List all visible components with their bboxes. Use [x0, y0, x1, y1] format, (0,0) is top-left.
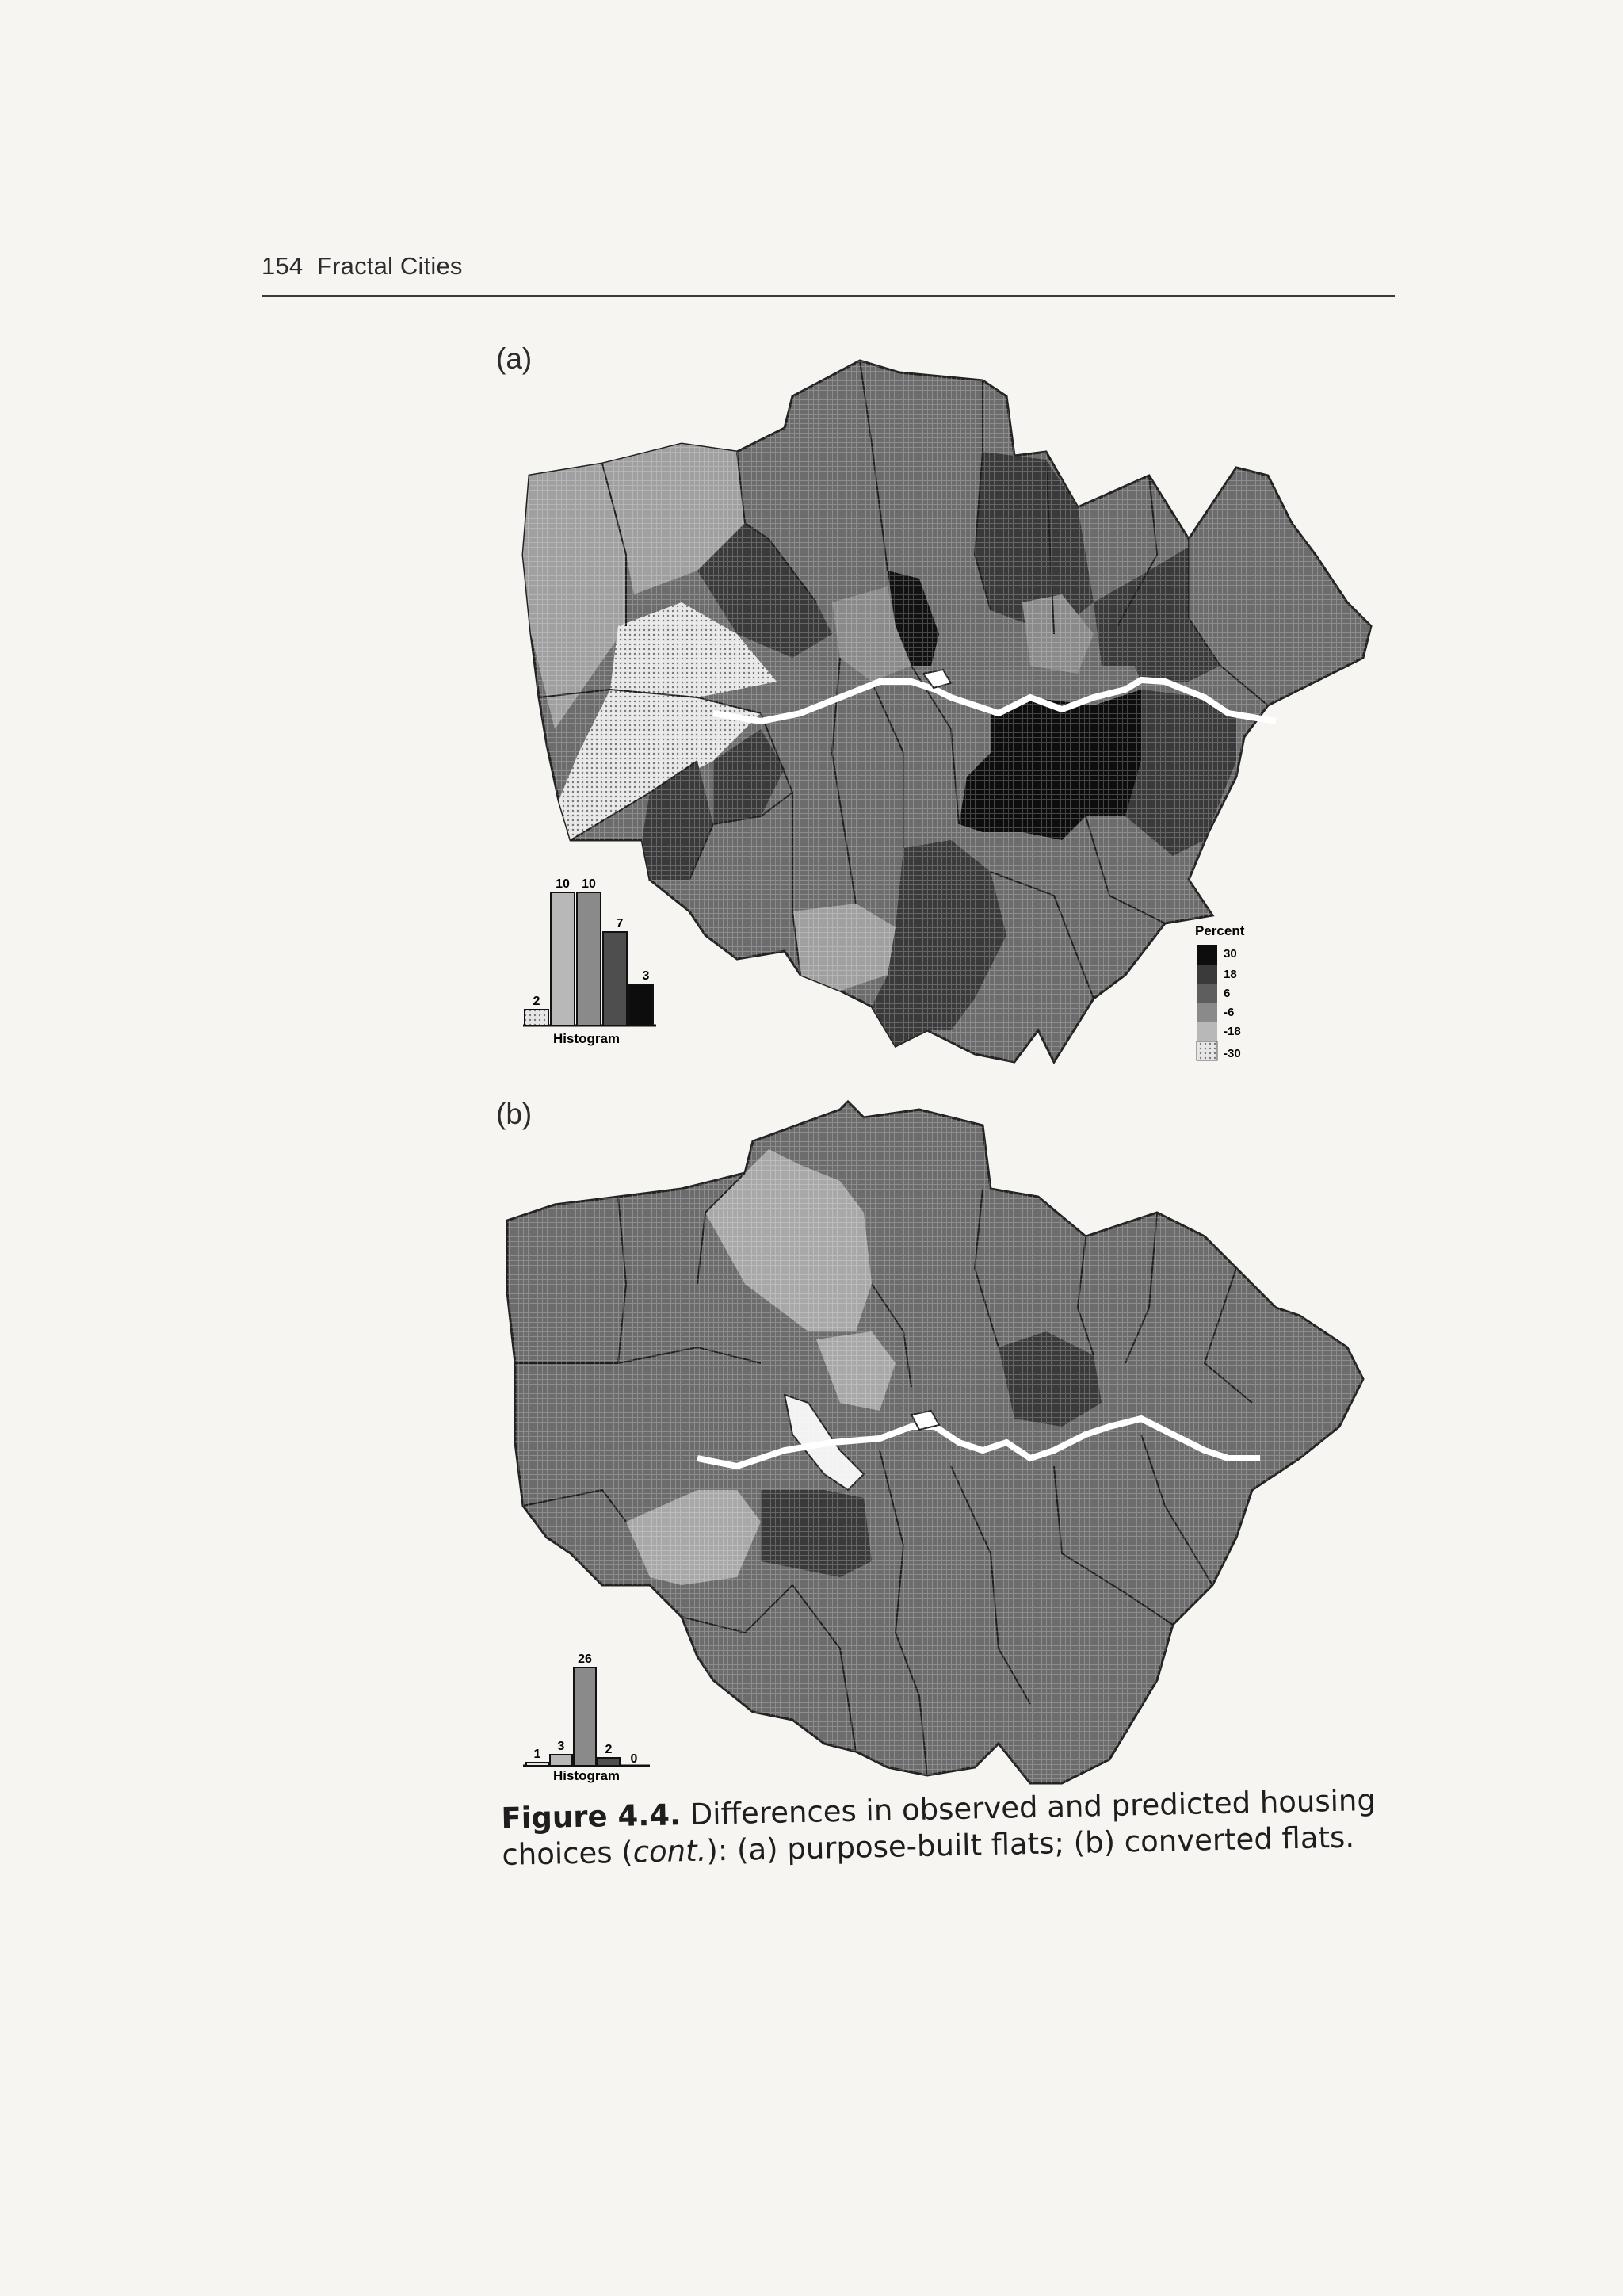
legend-swatch	[1197, 1003, 1217, 1022]
legend-class: -6	[1224, 1006, 1235, 1019]
hist-a-label: 7	[616, 917, 624, 930]
map-converted-flats	[491, 1094, 1379, 1807]
legend-class: 18	[1224, 968, 1237, 981]
panel-label-a: (a)	[496, 342, 533, 375]
legend	[1195, 923, 1245, 1060]
hist-b-bar	[526, 1763, 548, 1766]
histogram-a	[523, 877, 656, 1046]
hist-a-label: 2	[533, 995, 540, 1008]
hist-b-label: 0	[630, 1752, 638, 1766]
hist-a-bar	[577, 892, 601, 1026]
hist-a-title: Histogram	[552, 1031, 621, 1046]
map-purpose-built-flats	[515, 357, 1387, 1070]
hist-b-label: 2	[605, 1743, 613, 1756]
hist-a-bar	[629, 984, 653, 1026]
page-number: 154	[262, 252, 304, 280]
hist-a-bar	[603, 932, 627, 1026]
legend-swatch	[1197, 945, 1217, 965]
hist-a-label: 3	[642, 969, 650, 983]
caption-text-1: Differences in observed and predicted housing choices (	[501, 1782, 1377, 1872]
hist-a-bar	[525, 1010, 548, 1026]
hist-b-label: 1	[533, 1748, 541, 1761]
legend-class: 6	[1224, 987, 1231, 1000]
legend-swatch	[1197, 1041, 1217, 1060]
legend-swatch	[1197, 1022, 1217, 1041]
panel-label-b: (b)	[496, 1098, 533, 1130]
hist-a-bar	[551, 892, 575, 1026]
histogram-b	[523, 1652, 650, 1783]
legend-swatch	[1197, 984, 1217, 1003]
hist-b-label: 26	[578, 1652, 592, 1666]
hist-b-label: 3	[557, 1740, 565, 1753]
figure-number: Figure 4.4.	[501, 1797, 682, 1836]
legend-title: Percent	[1195, 923, 1245, 938]
legend-class: -18	[1224, 1025, 1241, 1038]
hist-b-bar	[598, 1758, 620, 1766]
hist-a-label: 10	[582, 877, 596, 891]
hist-b-bar	[574, 1668, 596, 1766]
hist-b-title: Histogram	[552, 1768, 621, 1783]
caption-cont: cont.	[632, 1833, 707, 1870]
caption-text-2: ): (a) purpose-built flats; (b) converted flats.	[705, 1820, 1355, 1868]
hist-a-label: 10	[556, 877, 570, 891]
hist-b-bar	[550, 1755, 572, 1766]
legend-swatch	[1197, 965, 1217, 984]
legend-class: 30	[1224, 947, 1237, 961]
legend-class: -30	[1224, 1047, 1241, 1060]
book-title: Fractal Cities	[316, 252, 463, 280]
